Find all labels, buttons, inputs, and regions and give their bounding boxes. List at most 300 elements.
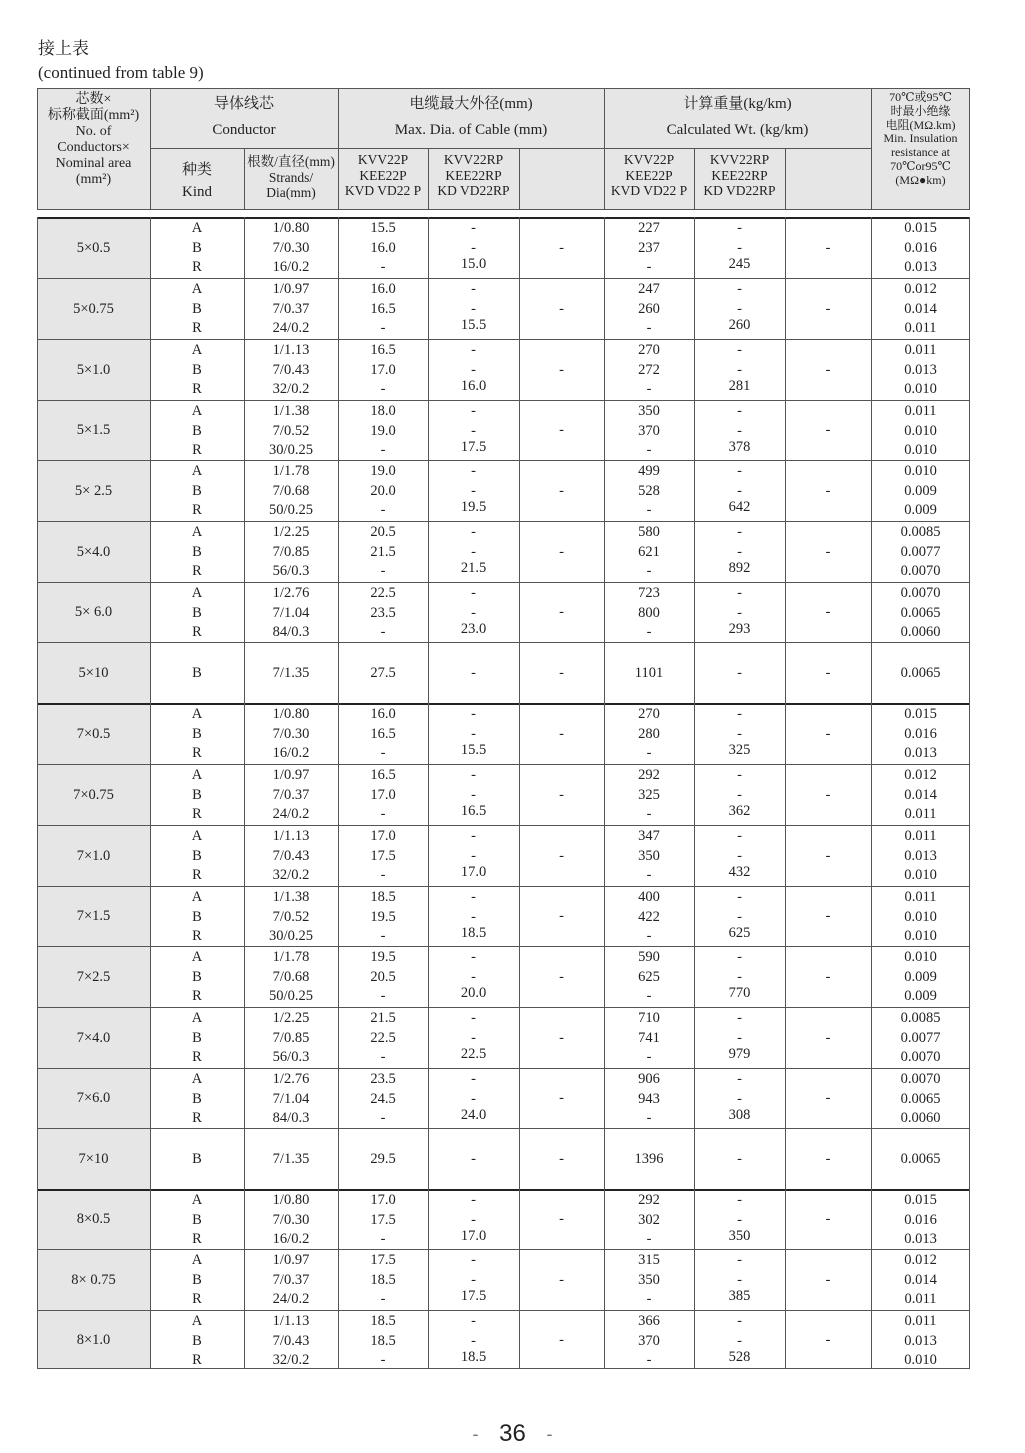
row-dia-rp: 24.0: [460, 1107, 487, 1123]
row-kind: A: [191, 281, 203, 297]
row-cores-area: 8×0.5: [76, 1211, 111, 1227]
row-wt-p: 723: [638, 585, 660, 601]
row-strands: 1/1.13: [272, 828, 310, 844]
header-wt-rp-models-line: KEE22RP: [711, 167, 768, 183]
row-strands: 1/0.97: [272, 281, 310, 297]
row-cores-area: 5×0.75: [73, 300, 114, 317]
row-insulation: 0.010: [904, 422, 937, 439]
row-strands: 1/0.80: [272, 706, 310, 722]
row-wt-p: -: [646, 624, 652, 640]
row-dia-p: 16.5: [370, 767, 396, 783]
row-wt-rp: -: [737, 361, 742, 378]
row-dia-rp: -: [471, 1313, 476, 1329]
row-kind: R: [192, 928, 202, 944]
row-wt-rp: -: [737, 524, 742, 540]
row-insulation: 0.013: [904, 1231, 937, 1247]
row-wt-p: -: [646, 1110, 652, 1126]
row-dia-other: -: [559, 1029, 564, 1046]
header-strands: [244, 154, 338, 201]
row-wt-other: -: [825, 725, 831, 742]
row-dia-rp: -: [471, 585, 476, 601]
row-wt-rp: -: [737, 463, 742, 479]
header-dia-p-models-line: KVV22P: [357, 152, 409, 167]
row-wt-other: -: [825, 361, 831, 378]
row-dia-other: -: [559, 361, 564, 378]
row-wt-rp: -: [737, 604, 742, 621]
row-insulation: 0.0085: [900, 524, 941, 540]
row-strands: 7/0.43: [272, 361, 310, 378]
table-row: [37, 1189, 970, 1249]
row-wt-rp: -: [737, 1332, 742, 1349]
row-strands: 7/1.04: [272, 1090, 310, 1107]
page-footer: [0, 1420, 1025, 1448]
row-kind: A: [191, 1313, 203, 1329]
row-strands: 7/0.52: [272, 422, 310, 439]
row-dia-p: 17.0: [370, 1192, 396, 1208]
row-kind: R: [192, 624, 202, 640]
row-cores-area: 7×10: [78, 1150, 109, 1167]
row-wt-rp: 350: [728, 1228, 751, 1244]
row-dia-p: -: [380, 624, 386, 640]
row-kind: B: [192, 786, 202, 803]
row-wt-p: 621: [638, 543, 660, 560]
row-wt-other: -: [825, 604, 831, 620]
row-dia-p: -: [380, 867, 386, 883]
header-dia-rp-models-line: KEE22RP: [445, 167, 502, 183]
row-dia-p: 16.5: [370, 725, 396, 742]
row-kind: R: [192, 1352, 202, 1368]
row-border-top: [37, 642, 970, 643]
row-dia-p: 16.5: [370, 342, 396, 358]
row-dia-p: 19.0: [370, 422, 396, 439]
row-dia-rp: -: [471, 1010, 476, 1026]
row-dia-rp: -: [471, 889, 476, 905]
row-dia-p: 17.0: [370, 361, 396, 378]
row-strands: 1/1.78: [272, 949, 310, 965]
row-dia-p: 15.5: [370, 220, 396, 236]
header-wt-p-models-line: KVV22P: [623, 152, 675, 167]
row-dia-other: -: [559, 908, 564, 924]
row-dia-other: -: [559, 1271, 564, 1288]
row-wt-rp: -: [737, 585, 742, 601]
row-wt-p: 325: [638, 786, 660, 803]
row-strands: 30/0.25: [269, 928, 313, 944]
row-wt-p: 943: [638, 1090, 660, 1107]
row-wt-rp: -: [737, 847, 742, 864]
row-wt-rp: 979: [728, 1046, 751, 1062]
row-strands: 1/0.97: [272, 767, 310, 783]
row-strands: 32/0.2: [272, 381, 310, 397]
row-wt-other: -: [825, 786, 831, 803]
row-insulation: 0.010: [904, 463, 937, 479]
row-wt-p: 247: [638, 281, 660, 297]
row-kind: R: [192, 867, 202, 883]
row-dia-rp: -: [471, 342, 476, 358]
row-wt-other: -: [825, 1150, 831, 1167]
header-insulation-line: 电阻(MΩ.km): [885, 117, 956, 132]
row-insulation: 0.014: [904, 300, 937, 317]
header-dia-rp-models: [428, 152, 519, 199]
row-wt-rp: -: [737, 706, 742, 722]
row-dia-rp: 18.5: [460, 1349, 487, 1365]
row-insulation: 0.009: [904, 968, 937, 985]
row-strands: 30/0.25: [269, 442, 313, 458]
row-insulation: 0.016: [904, 1211, 937, 1228]
row-cores-area: 7×1.0: [76, 847, 111, 864]
row-insulation: 0.012: [904, 281, 937, 297]
row-wt-other: -: [825, 239, 831, 256]
row-insulation: 0.011: [904, 889, 937, 905]
row-wt-rp: -: [737, 220, 742, 236]
row-strands: 1/1.38: [272, 889, 310, 905]
table-row: [37, 460, 970, 521]
row-dia-rp: 15.5: [460, 317, 487, 333]
row-kind: A: [191, 403, 203, 419]
row-strands: 50/0.25: [269, 988, 313, 1004]
row-insulation: 0.012: [904, 1252, 937, 1268]
row-dia-p: -: [380, 928, 386, 944]
row-wt-other: -: [825, 908, 831, 924]
row-strands: 16/0.2: [272, 259, 310, 275]
row-strands: 7/0.30: [272, 239, 310, 256]
row-kind: A: [191, 889, 203, 905]
row-wt-rp: 308: [728, 1107, 751, 1123]
row-wt-rp: -: [737, 828, 742, 844]
row-insulation: 0.0070: [900, 585, 941, 601]
row-insulation: 0.009: [904, 502, 937, 518]
row-strands: 50/0.25: [269, 502, 313, 518]
header-cores-area-line: Conductors×: [57, 140, 130, 156]
header-cores-area: [37, 92, 150, 189]
row-wt-rp: 528: [728, 1349, 751, 1365]
row-kind: R: [192, 745, 202, 761]
row-dia-rp: 17.0: [460, 1228, 487, 1244]
row-wt-other: -: [825, 968, 831, 985]
row-dia-rp: -: [471, 847, 476, 864]
row-dia-p: 16.5: [370, 300, 396, 317]
row-dia-p: -: [380, 745, 386, 761]
row-kind: B: [192, 1332, 202, 1349]
row-cores-area: 5× 6.0: [74, 604, 113, 620]
row-dia-rp: -: [471, 949, 476, 965]
header-insulation-line: 70℃or95℃: [890, 158, 951, 173]
row-strands: 24/0.2: [272, 806, 310, 822]
table-row: [37, 946, 970, 1007]
row-wt-p: 370: [638, 1332, 660, 1349]
row-strands: 56/0.3: [272, 1049, 310, 1065]
row-dia-rp: -: [471, 725, 476, 742]
row-dia-p: 18.5: [370, 1313, 396, 1329]
row-insulation: 0.0070: [900, 1071, 941, 1087]
row-dia-rp: -: [471, 422, 476, 439]
row-wt-p: 366: [638, 1313, 660, 1329]
header-cores-area-line: Nominal area: [55, 156, 132, 172]
row-strands: 32/0.2: [272, 1352, 310, 1368]
table-row: [37, 703, 970, 764]
row-strands: 32/0.2: [272, 867, 310, 883]
row-dia-p: -: [380, 259, 386, 275]
row-cores-area: 7×4.0: [76, 1029, 111, 1046]
header-kind-en: Kind: [182, 184, 212, 200]
row-dia-p: -: [380, 988, 386, 1004]
header-insulation-line: 时最小绝缘: [890, 103, 951, 118]
header-strands-line: 根数/直径(mm): [247, 154, 335, 169]
row-kind: R: [192, 320, 202, 336]
row-wt-p: 350: [638, 847, 660, 864]
row-dia-p: 19.5: [370, 908, 396, 925]
row-dia-p: 19.0: [370, 463, 396, 479]
row-wt-p: -: [646, 442, 652, 458]
row-dia-rp: -: [471, 220, 476, 236]
row-dia-rp: -: [471, 463, 476, 479]
row-dia-p: -: [380, 1049, 386, 1065]
row-wt-p: 422: [638, 908, 660, 925]
row-strands: 7/0.37: [272, 786, 310, 803]
row-wt-p: 280: [638, 725, 660, 742]
table-row: [37, 278, 970, 339]
row-wt-p: 499: [638, 463, 660, 479]
row-wt-rp: -: [737, 786, 742, 803]
header-subdivider-4: [785, 148, 786, 210]
row-dia-rp: -: [471, 300, 476, 317]
row-dia-rp: 18.5: [460, 925, 487, 941]
row-wt-p: 1396: [634, 1150, 664, 1167]
row-strands: 1/1.38: [272, 403, 310, 419]
row-dia-p: 19.5: [370, 949, 396, 965]
table-row: [37, 764, 970, 825]
row-insulation: 0.010: [904, 867, 937, 883]
row-kind: R: [192, 1231, 202, 1247]
row-wt-other: -: [825, 1090, 831, 1106]
row-insulation: 0.0085: [900, 1010, 941, 1026]
table-row: [37, 642, 970, 703]
row-kind: B: [192, 239, 202, 256]
row-dia-rp: 20.0: [460, 985, 487, 1001]
row-dia-p: 18.5: [370, 1271, 396, 1288]
row-dia-p: 21.5: [370, 543, 396, 560]
row-dia-rp: -: [471, 908, 476, 925]
row-wt-rp: -: [737, 968, 742, 985]
row-cores-area: 7×6.0: [76, 1090, 111, 1106]
row-wt-p: 315: [638, 1252, 660, 1268]
row-wt-p: 906: [638, 1071, 660, 1087]
row-kind: R: [192, 563, 202, 579]
row-strands: 1/1.13: [272, 342, 310, 358]
row-wt-rp: -: [737, 1271, 742, 1288]
row-dia-p: 20.0: [370, 482, 396, 499]
row-dia-p: 22.5: [370, 1029, 396, 1046]
row-cores-area: 8× 0.75: [71, 1271, 116, 1288]
row-dia-p: 24.5: [370, 1090, 396, 1107]
row-dia-other: -: [559, 664, 564, 681]
header-diameter-cn: 电缆最大外径(mm): [409, 96, 533, 112]
row-kind: R: [192, 1291, 202, 1307]
row-strands: 1/2.76: [272, 585, 310, 601]
row-dia-p: -: [380, 806, 386, 822]
row-dia-other: -: [559, 968, 564, 985]
row-dia-p: 17.0: [370, 786, 396, 803]
row-dia-p: 23.5: [370, 1071, 396, 1087]
table-row: [37, 582, 970, 642]
row-wt-rp: 245: [728, 256, 751, 272]
row-wt-p: -: [646, 1231, 652, 1247]
row-strands: 7/0.37: [272, 300, 310, 317]
row-wt-rp: -: [737, 1071, 742, 1087]
row-dia-p: -: [380, 320, 386, 336]
row-dia-p: 18.0: [370, 403, 396, 419]
row-strands: 1/2.76: [272, 1071, 310, 1087]
row-cores-area: 8×1.0: [76, 1331, 111, 1348]
header-cores-area-line: 芯数×: [75, 92, 112, 107]
row-wt-p: 260: [638, 300, 660, 317]
row-kind: B: [192, 1090, 202, 1107]
row-insulation: 0.014: [904, 1271, 937, 1288]
row-dia-rp: 22.5: [460, 1046, 487, 1062]
row-dia-p: 17.5: [370, 847, 396, 864]
row-dia-p: 16.0: [370, 281, 396, 297]
row-strands: 7/1.04: [272, 604, 310, 621]
row-dia-p: 20.5: [370, 524, 396, 540]
row-strands: 7/1.35: [272, 1150, 310, 1167]
row-wt-p: 270: [638, 342, 660, 358]
row-wt-rp: -: [737, 300, 742, 317]
row-strands: 1/0.80: [272, 220, 310, 236]
row-dia-rp: -: [471, 1332, 476, 1349]
row-insulation: 0.014: [904, 786, 937, 803]
row-insulation: 0.011: [904, 342, 937, 358]
row-insulation: 0.015: [904, 1192, 937, 1208]
row-wt-rp: -: [737, 422, 742, 439]
footer-dash-left: -: [472, 1424, 479, 1445]
row-dia-p: -: [380, 1231, 386, 1247]
header-strands-line: Strands/: [268, 169, 314, 185]
footer-dash-right: -: [546, 1424, 553, 1445]
header-dia-p-models: [338, 152, 428, 199]
row-strands: 7/0.43: [272, 1332, 310, 1349]
header-subdivider-2: [519, 148, 520, 210]
row-strands: 7/0.68: [272, 482, 310, 499]
row-insulation: 0.009: [904, 482, 937, 499]
row-wt-p: -: [646, 1049, 652, 1065]
row-kind: A: [191, 524, 203, 540]
row-dia-other: -: [559, 482, 564, 499]
row-strands: 7/0.30: [272, 725, 310, 742]
row-insulation: 0.011: [904, 806, 937, 822]
header-wt-p-models-line: KEE22P: [625, 167, 673, 183]
row-wt-rp: -: [737, 664, 742, 681]
row-cores-area: 7×2.5: [76, 968, 111, 985]
header-insulation-line: 70℃或95℃: [889, 90, 952, 104]
table-row: [37, 1310, 970, 1369]
header-border-top: [37, 88, 970, 89]
header-border-bottom: [37, 209, 970, 210]
row-wt-rp: 385: [728, 1288, 751, 1304]
row-wt-rp: 892: [728, 560, 751, 576]
header-wt-rp-models-line: KVV22RP: [709, 152, 770, 167]
row-wt-p: -: [646, 988, 652, 1004]
header-conductor-cn: 导体线芯: [213, 96, 274, 112]
row-kind: R: [192, 502, 202, 518]
row-insulation: 0.015: [904, 220, 937, 236]
row-insulation: 0.011: [904, 828, 937, 844]
row-wt-rp: 642: [728, 499, 751, 515]
row-wt-p: -: [646, 1291, 652, 1307]
row-wt-rp: -: [737, 342, 742, 358]
row-strands: 7/0.37: [272, 1271, 310, 1288]
row-wt-p: 227: [638, 220, 660, 236]
row-dia-other: -: [559, 1150, 564, 1167]
row-wt-p: 347: [638, 828, 660, 844]
row-strands: 1/1.78: [272, 463, 310, 479]
row-strands: 16/0.2: [272, 1231, 310, 1247]
row-insulation: 0.011: [904, 403, 937, 419]
row-kind: A: [191, 828, 203, 844]
header-insulation-line: Min. Insulation: [883, 131, 958, 146]
row-dia-other: -: [559, 847, 564, 864]
row-dia-rp: -: [471, 786, 476, 803]
row-dia-p: 22.5: [370, 585, 396, 601]
header-insulation: [871, 91, 970, 188]
table-row: [37, 886, 970, 946]
row-strands: 24/0.2: [272, 1291, 310, 1307]
row-kind: R: [192, 381, 202, 397]
table-row: [37, 217, 970, 278]
row-wt-p: -: [646, 928, 652, 944]
row-insulation: 0.011: [904, 320, 937, 336]
table-row: [37, 400, 970, 460]
table-row: [37, 1128, 970, 1189]
row-wt-other: -: [825, 664, 831, 681]
row-wt-rp: -: [737, 1313, 742, 1329]
row-dia-p: 16.0: [370, 706, 396, 722]
row-kind: B: [192, 847, 202, 864]
row-kind: A: [191, 220, 203, 236]
row-dia-rp: 21.5: [460, 560, 487, 576]
row-wt-p: -: [646, 502, 652, 518]
row-dia-rp: 17.5: [460, 439, 487, 455]
row-wt-rp: -: [737, 889, 742, 905]
row-insulation: 0.013: [904, 745, 937, 761]
row-wt-p: 580: [638, 524, 660, 540]
row-insulation: 0.010: [904, 949, 937, 965]
row-wt-p: 710: [638, 1010, 660, 1026]
row-kind: B: [192, 725, 202, 742]
row-dia-rp: -: [471, 1192, 476, 1208]
row-dia-other: -: [559, 300, 564, 317]
row-insulation: 0.0065: [900, 1090, 941, 1107]
row-kind: B: [192, 1150, 202, 1167]
row-dia-rp: -: [471, 1029, 476, 1046]
header-kind-cn: 种类: [181, 162, 212, 178]
row-strands: 7/0.68: [272, 968, 310, 985]
header-weight-cn: 计算重量(kg/km): [683, 96, 792, 112]
table-row: [37, 521, 970, 582]
row-dia-p: 23.5: [370, 604, 396, 621]
row-strands: 84/0.3: [272, 1110, 310, 1126]
row-wt-other: -: [825, 1029, 831, 1046]
row-wt-p: -: [646, 867, 652, 883]
row-dia-rp: -: [471, 281, 476, 297]
row-strands: 7/0.43: [272, 847, 310, 864]
row-kind: R: [192, 442, 202, 458]
row-wt-other: -: [825, 300, 831, 317]
row-insulation: 0.0077: [900, 543, 941, 560]
header-insulation-line: resistance at: [891, 145, 950, 160]
row-wt-rp: -: [737, 1029, 742, 1046]
row-cores-area: 7×0.75: [73, 786, 114, 803]
row-dia-rp: -: [471, 664, 476, 681]
row-insulation: 0.010: [904, 908, 937, 925]
